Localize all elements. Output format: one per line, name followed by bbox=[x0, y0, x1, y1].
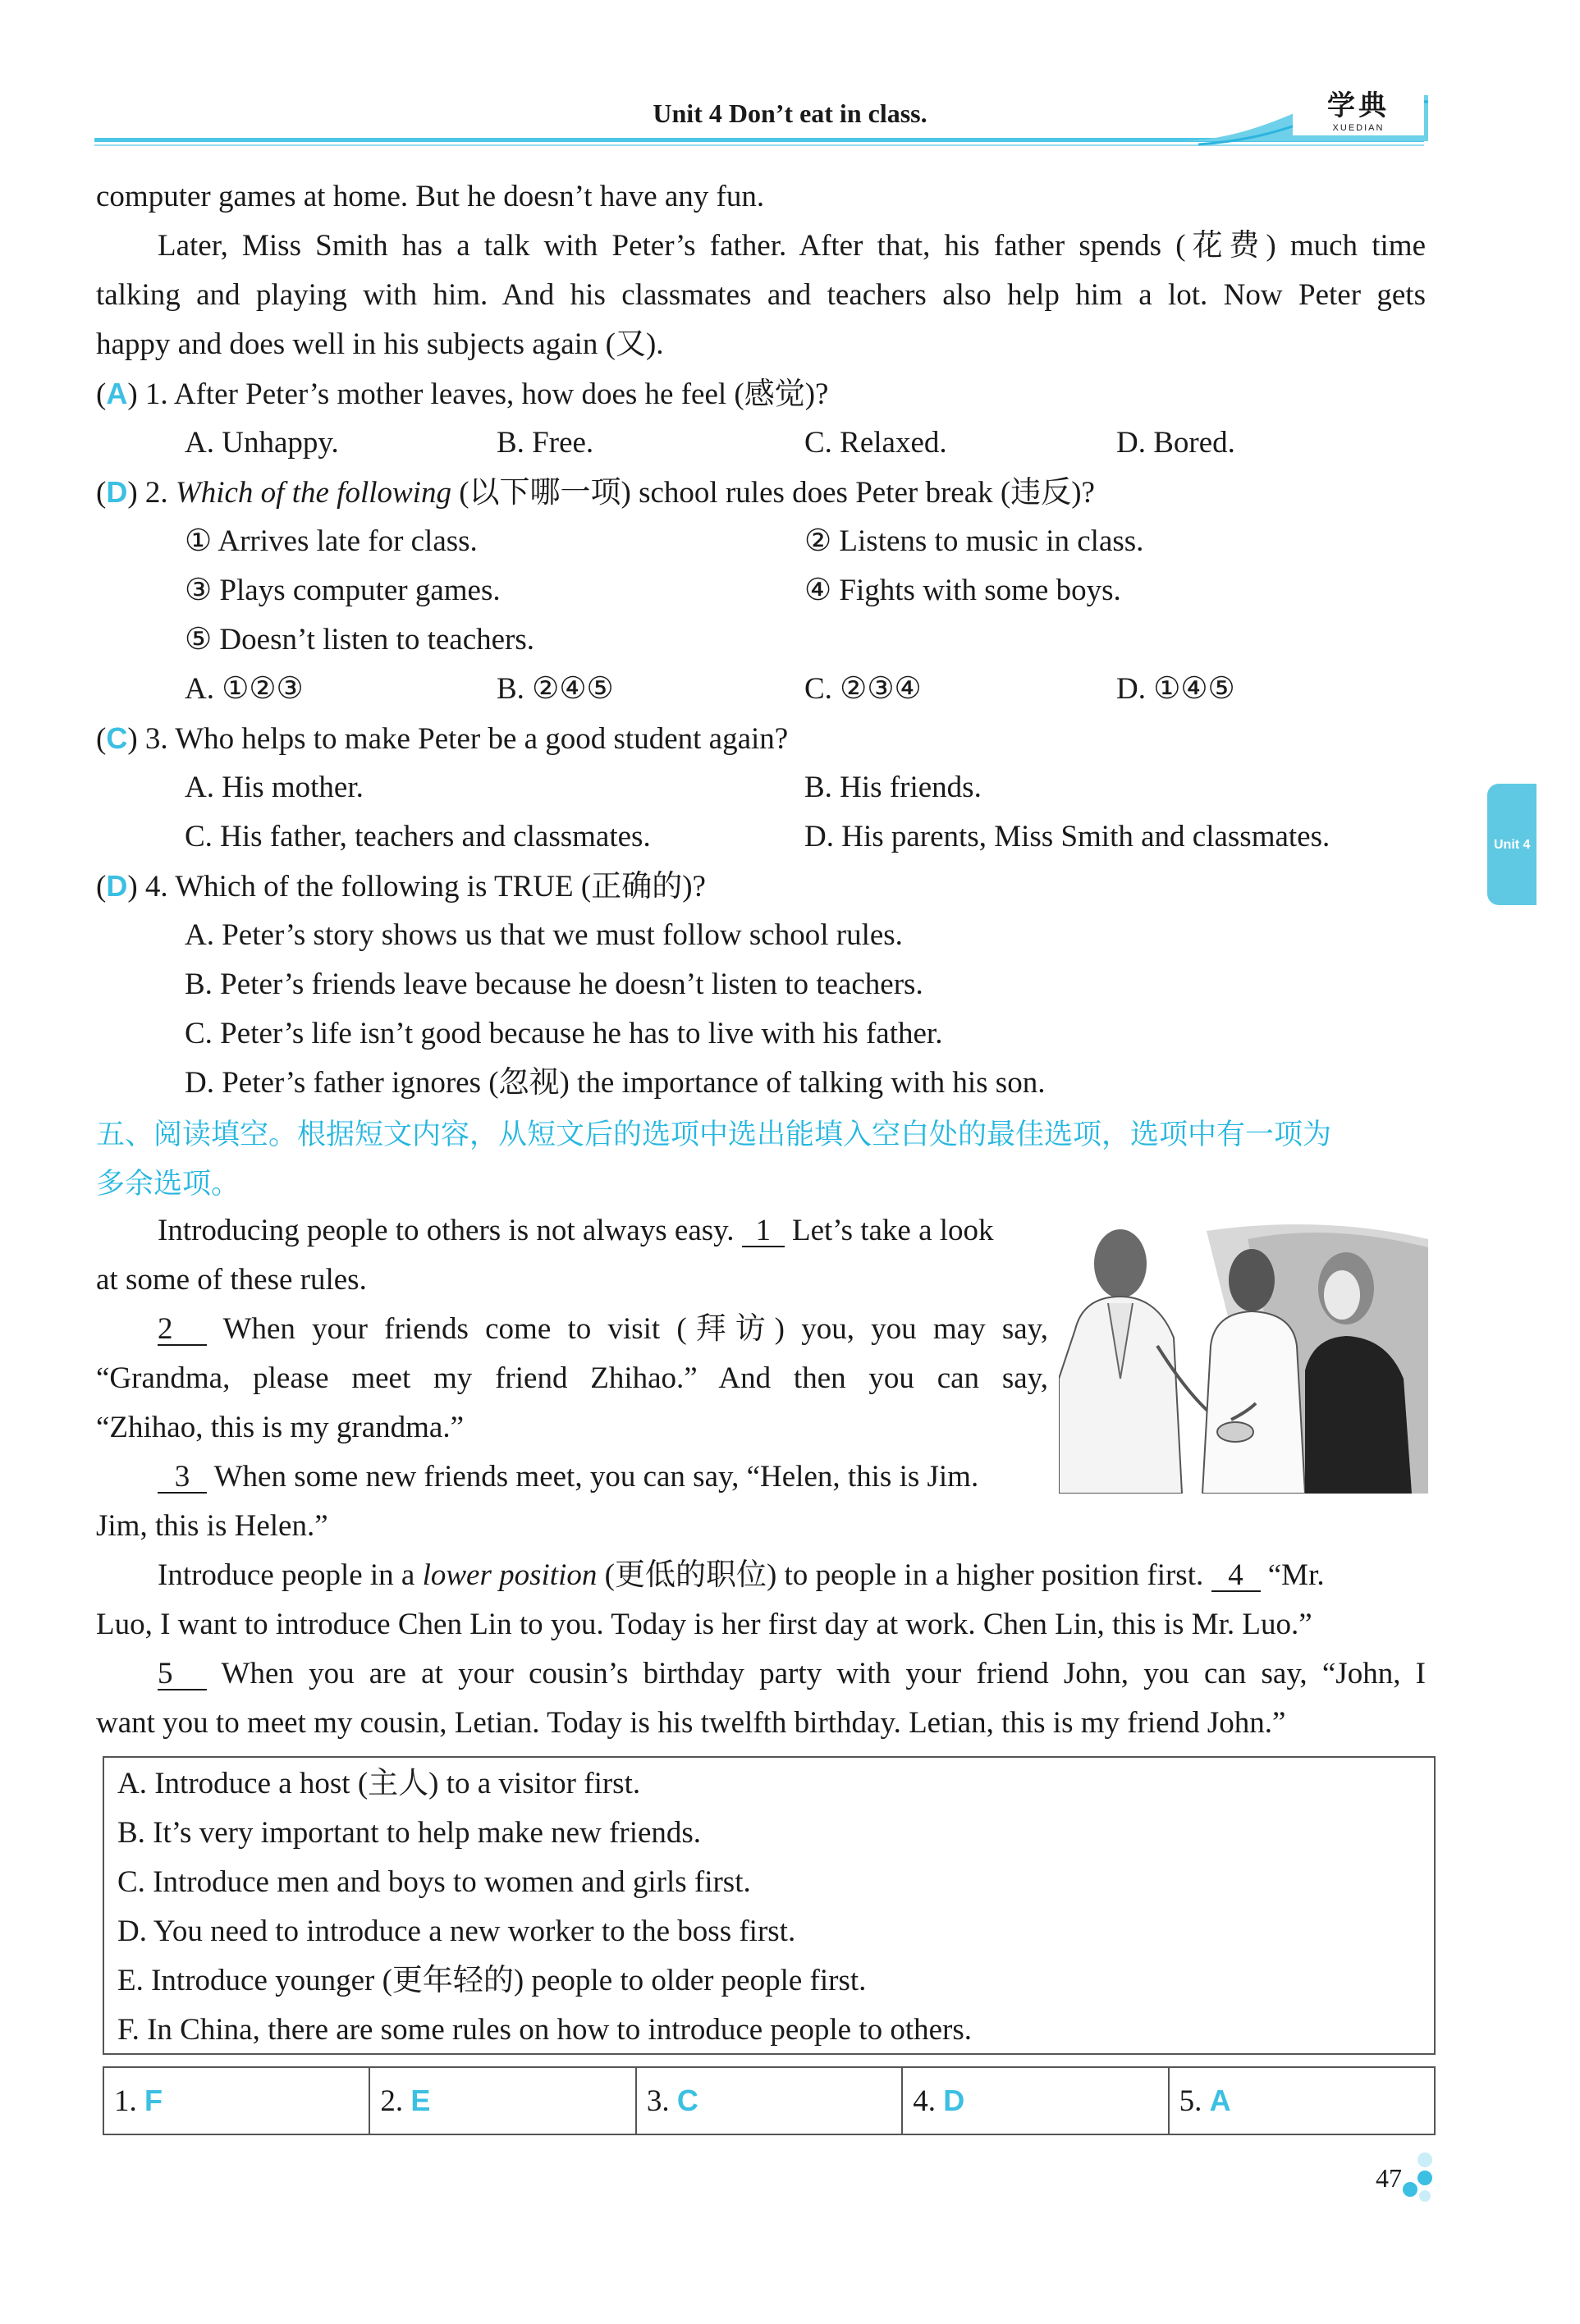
question-3-stem: (C) 3. Who helps to make Peter be a good student again? bbox=[96, 721, 789, 756]
page-number: 47 bbox=[1376, 2163, 1402, 2193]
passage-line: Later, Miss Smith has a talk with Peter’s father. After that, his father spends (花费) much time bbox=[158, 229, 1426, 263]
q2-item: ② Listens to music in class. bbox=[804, 524, 1144, 558]
s5-line: 5 When you are at your cousin’s birthday party with your friend John, you can say, “John, I bbox=[158, 1657, 1426, 1690]
s5-line: want you to meet my cousin, Letian. Today is his twelfth birthday. Letian, this is my friend John.” bbox=[96, 1706, 1286, 1740]
s5-line: Jim, this is Helen.” bbox=[96, 1509, 328, 1543]
q4-option: A. Peter’s story shows us that we must follow school rules. bbox=[185, 918, 903, 952]
three-people-illustration bbox=[1059, 1215, 1428, 1494]
unit-title: Unit 4 Don’t eat in class. bbox=[653, 98, 927, 128]
q4-option: D. Peter’s father ignores (忽视) the importance of talking with his son. bbox=[185, 1066, 1046, 1100]
question-4-stem: (D) 4. Which of the following is TRUE (正确的)? bbox=[96, 869, 706, 904]
hexagon-dots-decoration bbox=[1395, 2150, 1436, 2207]
s5-line: at some of these rules. bbox=[96, 1263, 367, 1297]
passage-line: computer games at home. But he doesn’t have any fun. bbox=[96, 180, 765, 213]
q2-option: B. ②④⑤ bbox=[497, 672, 614, 706]
choice-item: C. Introduce men and boys to women and girls first. bbox=[117, 1865, 751, 1899]
q3-option: D. His parents, Miss Smith and classmates. bbox=[804, 820, 1330, 853]
q2-option: D. ①④⑤ bbox=[1116, 672, 1235, 706]
q3-option: C. His father, teachers and classmates. bbox=[185, 820, 651, 853]
q2-item: ③ Plays computer games. bbox=[185, 574, 501, 607]
logo-cn-text: 学典 bbox=[1327, 91, 1390, 121]
blank-5: 5 bbox=[158, 1659, 207, 1690]
q2-option: A. ①②③ bbox=[185, 672, 304, 706]
s5-line: “Zhihao, this is my grandma.” bbox=[96, 1411, 465, 1444]
blank-4: 4 bbox=[1211, 1561, 1261, 1592]
choice-item: B. It’s very important to help make new friends. bbox=[117, 1816, 702, 1850]
q2-item: ⑤ Doesn’t listen to teachers. bbox=[185, 623, 535, 656]
q2-item: ④ Fights with some boys. bbox=[804, 574, 1121, 607]
question-4-answer: D bbox=[106, 869, 128, 903]
logo-en-text: XUEDIAN bbox=[1332, 123, 1385, 133]
q2-option: C. ②③④ bbox=[804, 672, 922, 706]
s5-line: “Grandma, please meet my friend Zhihao.” And then you can say, bbox=[96, 1361, 1048, 1395]
question-2-answer: D bbox=[106, 475, 128, 509]
answer-cell: 1. F bbox=[104, 2068, 370, 2134]
choice-item: F. In China, there are some rules on how to introduce people to others. bbox=[117, 2013, 973, 2047]
s5-line: Introducing people to others is not always easy. 1 Let’s take a look bbox=[158, 1214, 994, 1247]
s5-line: 3 When some new friends meet, you can say, “Helen, this is Jim. bbox=[158, 1459, 978, 1495]
answer-table bbox=[103, 2066, 1436, 2135]
passage-line: happy and does well in his subjects again (又). bbox=[96, 327, 664, 361]
side-tab-label: Unit 4 bbox=[1494, 838, 1531, 852]
blank-2: 2 bbox=[158, 1315, 207, 1346]
q1-option: D. Bored. bbox=[1116, 426, 1235, 460]
q2-item: ① Arrives late for class. bbox=[185, 524, 478, 558]
s5-line: Luo, I want to introduce Chen Lin to you. Today is her first day at work. Chen Lin, this is Mr. Luo.” bbox=[96, 1608, 1312, 1641]
section-5-heading: 五、阅读填空。根据短文内容，从短文后的选项中选出能填入空白处的最佳选项，选项中有一项为 bbox=[96, 1119, 1332, 1151]
choice-item: E. Introduce younger (更年轻的) people to older people first. bbox=[117, 1964, 867, 1997]
answer-cell: 4. D bbox=[903, 2068, 1169, 2134]
q3-option: B. His friends. bbox=[804, 771, 982, 804]
q1-option: C. Relaxed. bbox=[804, 426, 947, 460]
s5-line: 2 When your friends come to visit (拜访) you, you may say, bbox=[158, 1312, 1048, 1346]
question-2-stem: (D) 2. Which of the following (以下哪一项) school rules does Peter break (违反)? bbox=[96, 475, 1095, 510]
passage-line: talking and playing with him. And his classmates and teachers also help him a lot. Now Peter gets bbox=[96, 278, 1426, 312]
question-1-stem: (A) 1. After Peter’s mother leaves, how does he feel (感觉)? bbox=[96, 377, 829, 411]
q3-option: A. His mother. bbox=[185, 771, 364, 804]
unit-side-tab bbox=[1487, 784, 1536, 905]
choice-item: D. You need to introduce a new worker to the boss first. bbox=[117, 1915, 796, 1948]
answer-cell: 2. E bbox=[370, 2068, 636, 2134]
section-5-heading-cont: 多余选项。 bbox=[96, 1168, 240, 1201]
question-1-answer: A bbox=[106, 377, 128, 410]
blank-3: 3 bbox=[158, 1462, 207, 1494]
choice-item: A. Introduce a host (主人) to a visitor first. bbox=[117, 1767, 641, 1800]
choices-box bbox=[103, 1756, 1436, 2055]
q4-option: C. Peter’s life isn’t good because he has to live with his father. bbox=[185, 1017, 943, 1050]
s5-line: Introduce people in a lower position (更低的职位) to people in a higher position first. 4 “Mr. bbox=[158, 1558, 1325, 1592]
q1-option: B. Free. bbox=[497, 426, 594, 460]
question-3-answer: C bbox=[106, 721, 128, 755]
q4-option: B. Peter’s friends leave because he doesn’t listen to teachers. bbox=[185, 968, 923, 1001]
answer-cell: 3. C bbox=[637, 2068, 903, 2134]
answer-cell: 5. A bbox=[1179, 2084, 1231, 2118]
q1-option: A. Unhappy. bbox=[185, 426, 339, 460]
blank-1: 1 bbox=[742, 1216, 785, 1247]
